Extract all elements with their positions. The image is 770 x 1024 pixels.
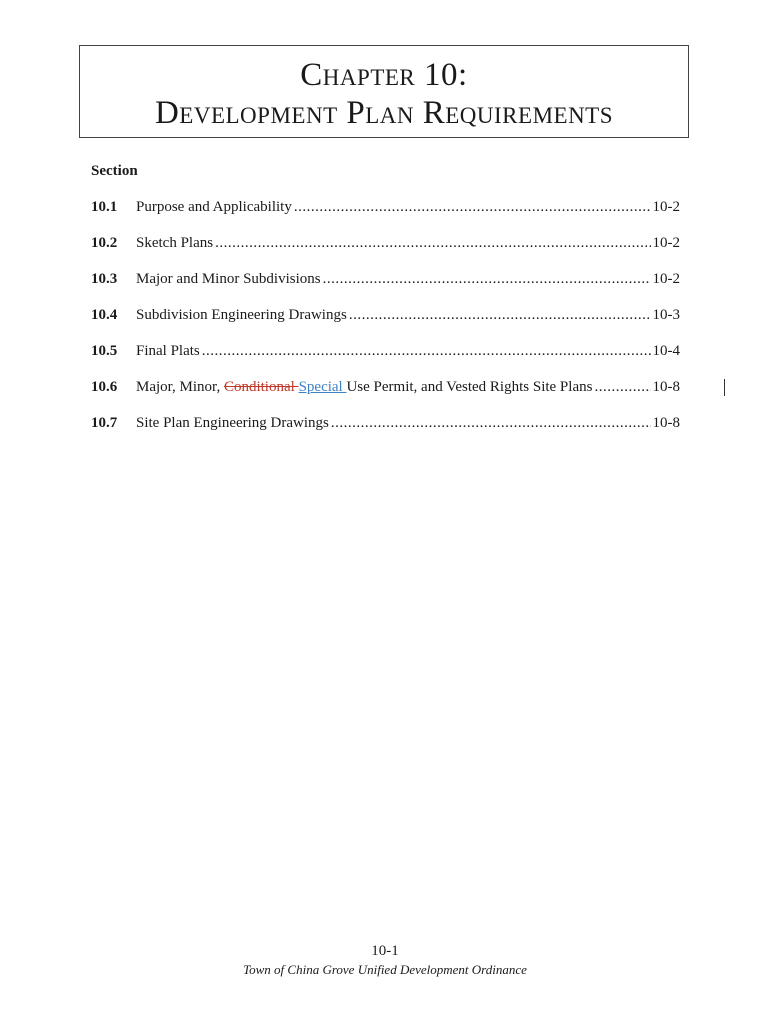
chapter-title: Chapter 10:	[300, 57, 468, 93]
toc-row-10-4[interactable]	[91, 307, 680, 343]
toc-page: 10-2	[652, 199, 680, 215]
toc-number: 10.2	[91, 235, 118, 251]
toc-number: 10.7	[91, 415, 118, 431]
chapter-subtitle: Development Plan Requirements	[154, 95, 614, 131]
toc-page: 10-2	[652, 271, 680, 287]
toc-number: 10.5	[91, 343, 118, 359]
toc-page: 10-3	[652, 307, 680, 323]
table-of-contents	[91, 199, 680, 451]
toc-page: 10-8	[652, 379, 680, 395]
toc-row-10-3[interactable]	[91, 271, 680, 307]
chapter-title-box	[79, 45, 689, 138]
toc-number: 10.3	[91, 271, 118, 287]
toc-row-10-6[interactable]	[91, 379, 680, 415]
toc-title: Major and Minor Subdivisions	[136, 271, 321, 287]
toc-row-10-2[interactable]	[91, 235, 680, 271]
toc-leader	[323, 271, 651, 288]
toc-leader	[202, 343, 651, 360]
toc-page: 10-8	[652, 415, 680, 431]
toc-title	[136, 379, 592, 396]
tracked-deletion: Conditional	[223, 379, 299, 395]
footer-page-number: 10-1	[371, 943, 399, 959]
toc-leader	[331, 415, 651, 432]
footer-document-title: Town of China Grove Unified Development Ordinance	[243, 962, 527, 977]
toc-title: Subdivision Engineering Drawings	[136, 307, 347, 323]
toc-title: Purpose and Applicability	[136, 199, 292, 215]
toc-title: Final Plats	[136, 343, 200, 359]
toc-page: 10-4	[652, 343, 680, 359]
toc-number: 10.1	[91, 199, 118, 215]
toc-row-10-5[interactable]	[91, 343, 680, 379]
toc-title: Site Plan Engineering Drawings	[136, 415, 329, 431]
toc-leader	[215, 235, 650, 252]
tracked-insertion: Special	[298, 379, 347, 395]
toc-row-10-1[interactable]	[91, 199, 680, 235]
revision-change-bar	[724, 379, 725, 396]
toc-number: 10.4	[91, 307, 118, 323]
toc-number: 10.6	[91, 379, 118, 395]
toc-title-suffix: Use Permit, and Vested Rights Site Plans	[346, 379, 593, 395]
toc-leader	[294, 199, 651, 216]
toc-row-10-7[interactable]	[91, 415, 680, 451]
toc-page: 10-2	[652, 235, 680, 251]
toc-leader	[594, 379, 650, 396]
section-heading: Section	[91, 163, 138, 179]
toc-title-prefix: Major, Minor,	[136, 379, 224, 395]
toc-leader	[349, 307, 651, 324]
toc-title: Sketch Plans	[136, 235, 214, 251]
